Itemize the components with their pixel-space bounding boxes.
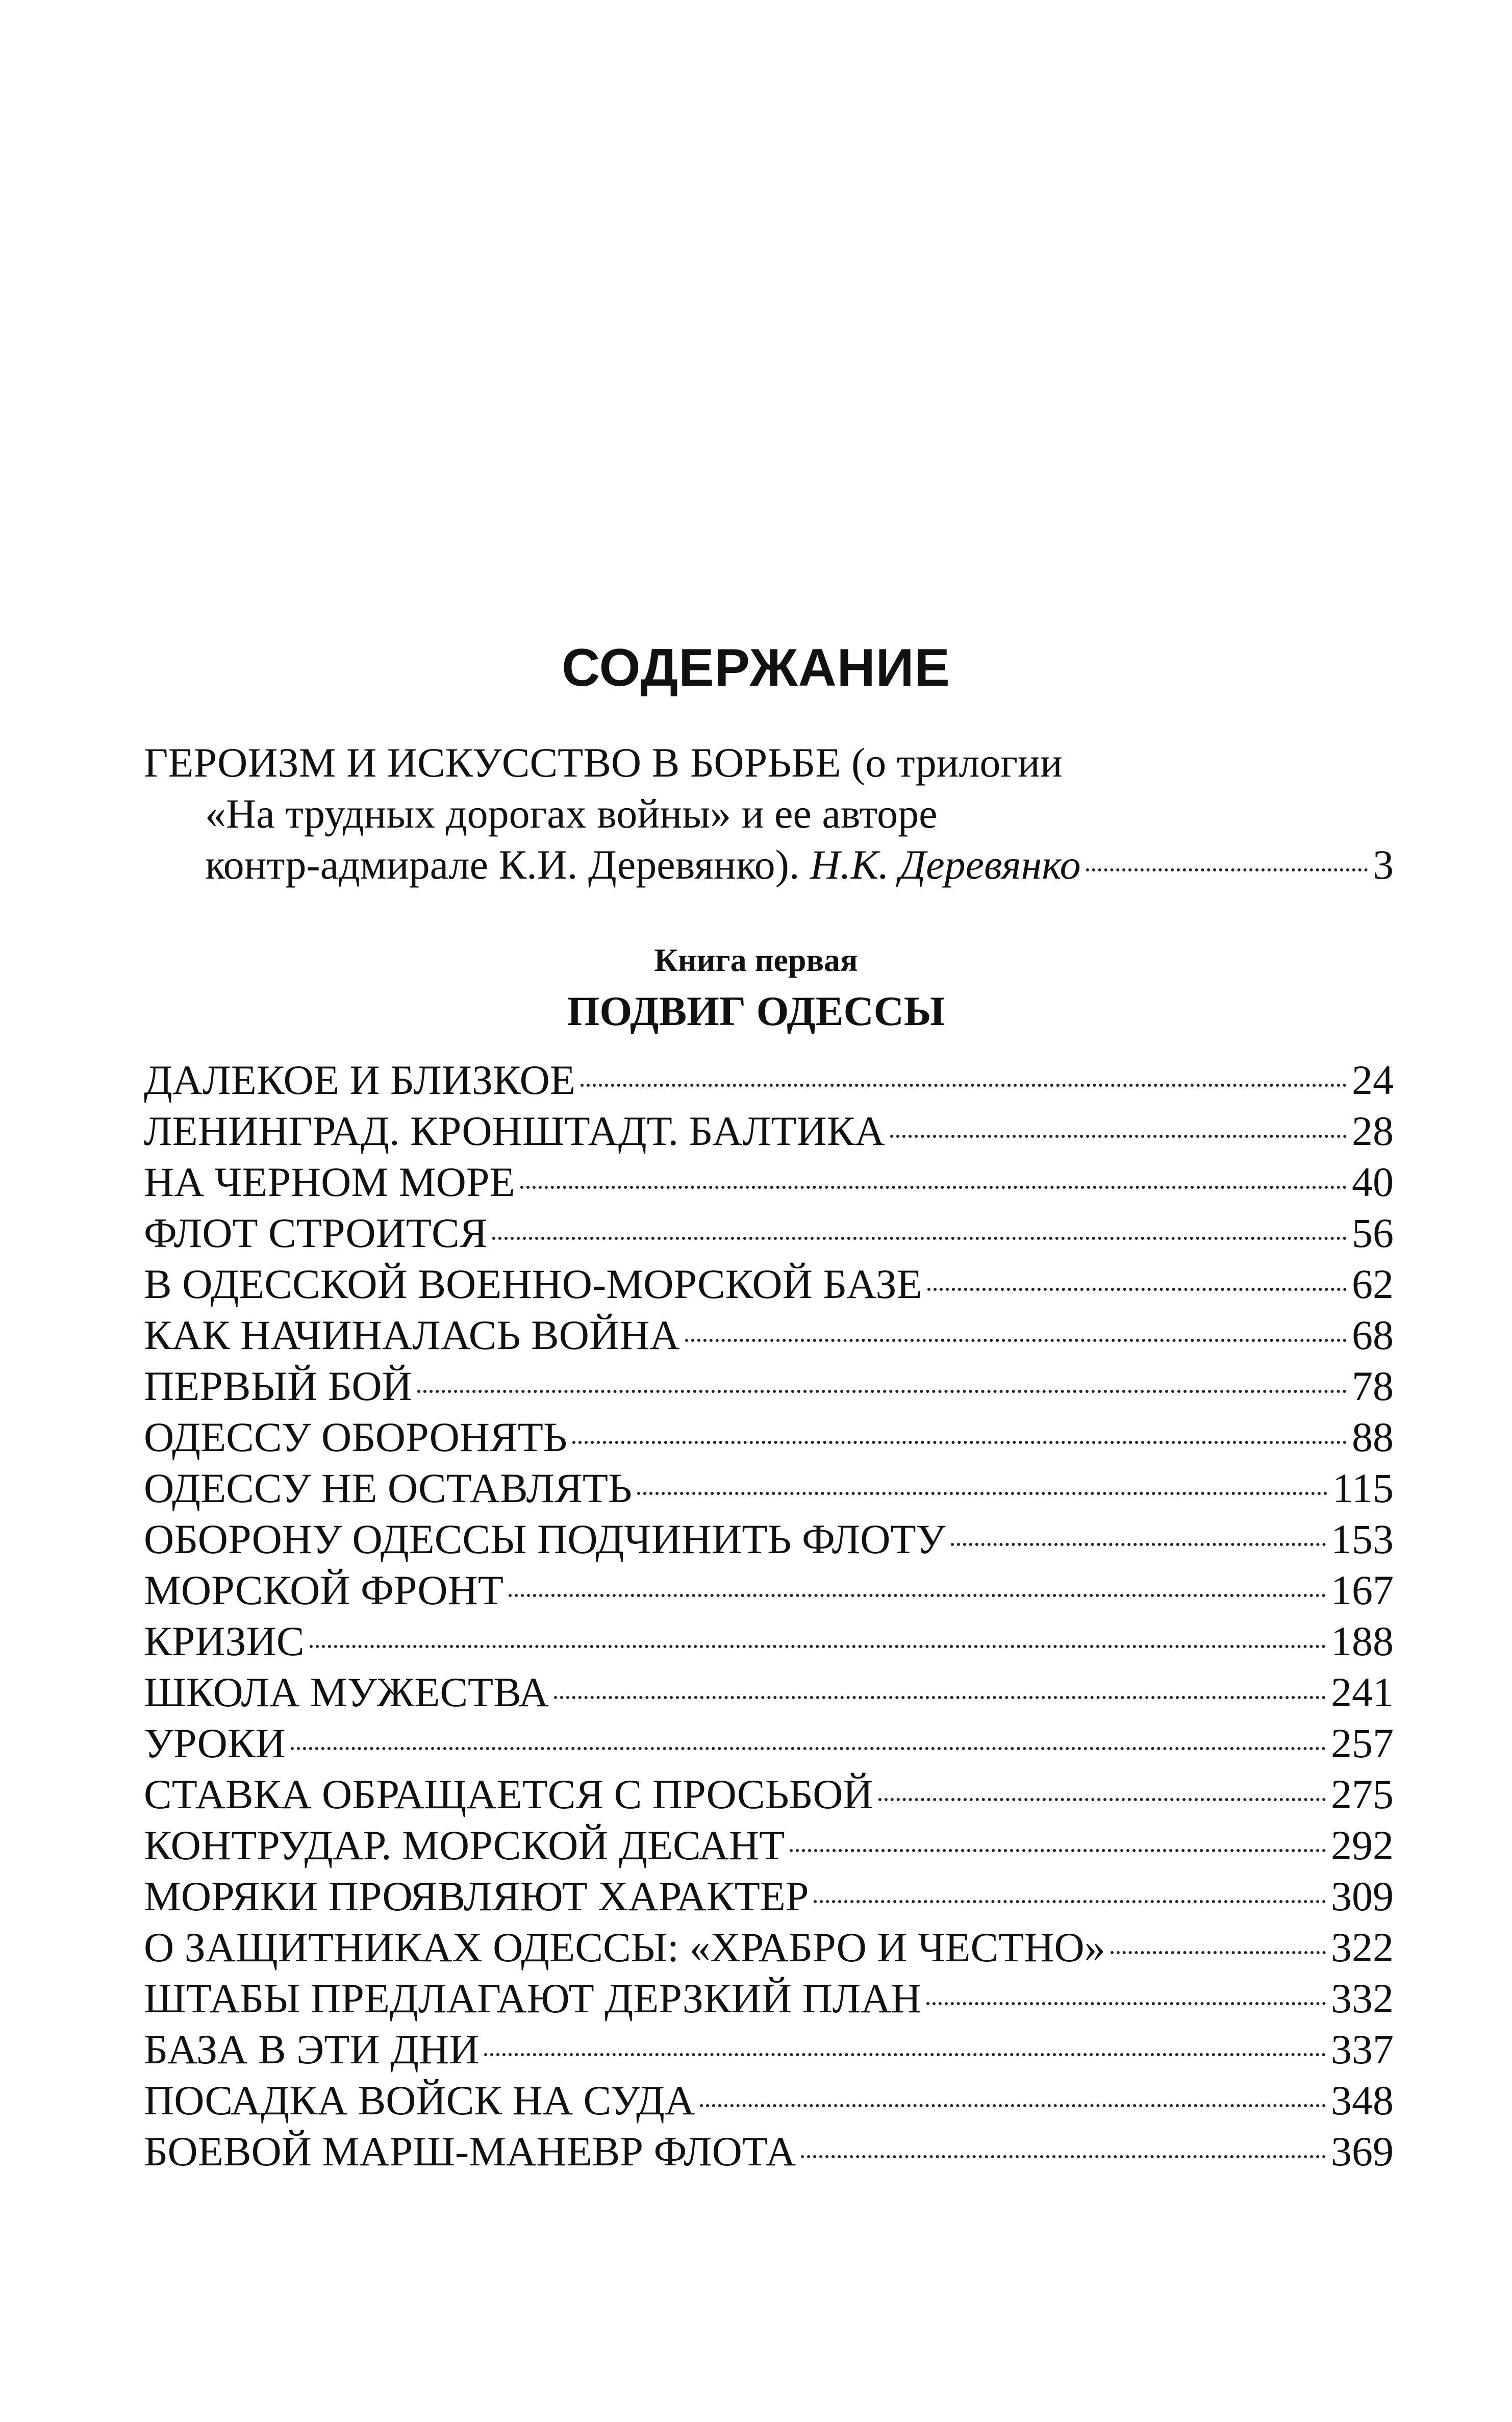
toc-entry-title: КРИЗИС [144,1618,305,1664]
page-title: СОДЕРЖАНИЕ [562,638,950,697]
dot-leader [492,1237,1347,1240]
toc-entry-title: НА ЧЕРНОМ МОРЕ [144,1159,515,1205]
toc-entry-title: СТАВКА ОБРАЩАЕТСЯ С ПРОСЬБОЙ [144,1771,873,1817]
toc-entry-page-number: 322 [1331,1924,1394,1970]
toc-entry [144,1668,1394,1719]
preface-line-1: ГЕРОИЗМ И ИСКУССТВО В БОРЬБЕ (о трилогии [144,739,1063,786]
toc-entry-title: ДАЛЕКОЕ И БЛИЗКОЕ [144,1057,575,1103]
toc-entry-title: ОДЕССУ ОБОРОНЯТЬ [144,1414,567,1460]
dot-leader [1086,868,1368,871]
toc-entry-title: ФЛОТ СТРОИТСЯ [144,1210,488,1256]
toc-entry-title: БАЗА В ЭТИ ДНИ [144,2026,480,2073]
toc-entry-page-number: 292 [1331,1822,1394,1868]
preface-line-3-text: контр-адмирале К.И. Деревянко). [205,841,800,888]
dot-leader [790,1849,1326,1852]
toc-entry-title: ЛЕНИНГРАД. КРОНШТАДТ. БАЛТИКА [144,1108,885,1154]
toc-entry [144,1209,1394,1260]
toc-entry-page-number: 115 [1332,1465,1394,1511]
toc-entry [144,1515,1394,1566]
toc-entry-page-number: 153 [1331,1516,1394,1562]
toc-entry-title: КОНТРУДАР. МОРСКОЙ ДЕСАНТ [144,1822,785,1868]
dot-leader [927,1288,1347,1291]
preface-entry [144,737,1394,890]
preface-line-3 [144,839,1394,890]
dot-leader [554,1696,1326,1699]
dot-leader [685,1339,1347,1342]
toc-entry-page-number: 24 [1352,1057,1394,1103]
toc-entry-title: МОРЯКИ ПРОЯВЛЯЮТ ХАРАКТЕР [144,1873,809,1919]
dot-leader [572,1441,1347,1444]
toc-entry [144,1617,1394,1668]
toc-entry-title: ПОСАДКА ВОЙСК НА СУДА [144,2077,695,2124]
toc-entry-page-number: 167 [1331,1567,1394,1613]
toc-entry [144,1821,1394,1872]
dot-leader [509,1594,1326,1597]
toc-entry-page-number: 28 [1352,1108,1394,1154]
book-title: ПОДВИГ ОДЕССЫ [567,988,945,1034]
preface-line-2: «На трудных дорогах войны» и ее авторе [205,790,938,837]
toc-entry [144,1566,1394,1617]
toc-entry [144,1158,1394,1209]
toc-entry-page-number: 369 [1331,2128,1394,2175]
dot-leader [878,1798,1326,1801]
dot-leader [484,2053,1326,2056]
toc-entry-page-number: 332 [1331,1975,1394,2021]
toc-entry-title: ШКОЛА МУЖЕСТВА [144,1669,549,1715]
toc-entry-page-number: 348 [1331,2077,1394,2124]
toc-entry [144,2026,1394,2077]
toc-entry-title: ШТАБЫ ПРЕДЛАГАЮТ ДЕРЗКИЙ ПЛАН [144,1975,921,2021]
dot-leader [520,1186,1347,1189]
toc-entry [144,1770,1394,1821]
toc-entry-page-number: 241 [1331,1669,1394,1715]
dot-leader [801,2155,1326,2158]
toc-entry [144,1413,1394,1464]
dot-leader [310,1645,1326,1648]
toc-entry [144,2128,1394,2179]
toc-entry-page-number: 88 [1352,1414,1394,1460]
toc-entry-page-number: 309 [1331,1873,1394,1919]
toc-entry-page-number: 337 [1331,2026,1394,2073]
toc-entry-page-number: 188 [1331,1618,1394,1664]
dot-leader [417,1390,1347,1393]
toc-entry [144,1056,1394,1107]
toc-entry [144,1260,1394,1311]
toc-entry [144,2077,1394,2128]
dot-leader [581,1084,1347,1087]
toc-entry-page-number: 275 [1331,1771,1394,1817]
toc-entry [144,1107,1394,1158]
dot-leader [637,1492,1327,1495]
book-label: Книга первая [654,942,858,978]
preface-page-number: 3 [1373,841,1394,888]
toc-entry-page-number: 56 [1352,1210,1394,1256]
dot-leader [1111,1951,1326,1954]
dot-leader [291,1747,1326,1750]
toc-entry [144,1924,1394,1975]
toc-entry-title: МОРСКОЙ ФРОНТ [144,1567,503,1613]
preface-author: Н.К. Деревянко [810,841,1081,888]
toc-entry-page-number: 78 [1352,1363,1394,1409]
toc-entry-title: ПЕРВЫЙ БОЙ [144,1363,412,1409]
toc-entry-title: УРОКИ [144,1720,286,1766]
dot-leader [814,1900,1326,1903]
toc-entry-page-number: 40 [1352,1159,1394,1205]
toc-entry [144,1362,1394,1413]
toc-entry [144,1464,1394,1515]
toc-entry-title: БОЕВОЙ МАРШ-МАНЕВР ФЛОТА [144,2128,796,2175]
toc-entry-page-number: 68 [1352,1312,1394,1358]
toc-list [144,1056,1394,2179]
toc-entry-title: ОДЕССУ НЕ ОСТАВЛЯТЬ [144,1465,633,1511]
toc-entry-title: О ЗАЩИТНИКАХ ОДЕССЫ: «ХРАБРО И ЧЕСТНО» [144,1924,1105,1970]
toc-entry [144,1872,1394,1924]
dot-leader [926,2002,1326,2005]
toc-entry-page-number: 62 [1352,1261,1394,1307]
toc-entry [144,1311,1394,1362]
toc-entry [144,1719,1394,1770]
toc-entry-page-number: 257 [1331,1720,1394,1766]
toc-entry-title: В ОДЕССКОЙ ВОЕННО-МОРСКОЙ БАЗЕ [144,1261,922,1307]
dot-leader [890,1135,1347,1138]
dot-leader [700,2104,1326,2107]
toc-entry [144,1975,1394,2026]
toc-entry-title: ОБОРОНУ ОДЕССЫ ПОДЧИНИТЬ ФЛОТУ [144,1516,946,1562]
dot-leader [951,1543,1326,1546]
toc-entry-title: КАК НАЧИНАЛАСЬ ВОЙНА [144,1312,680,1358]
